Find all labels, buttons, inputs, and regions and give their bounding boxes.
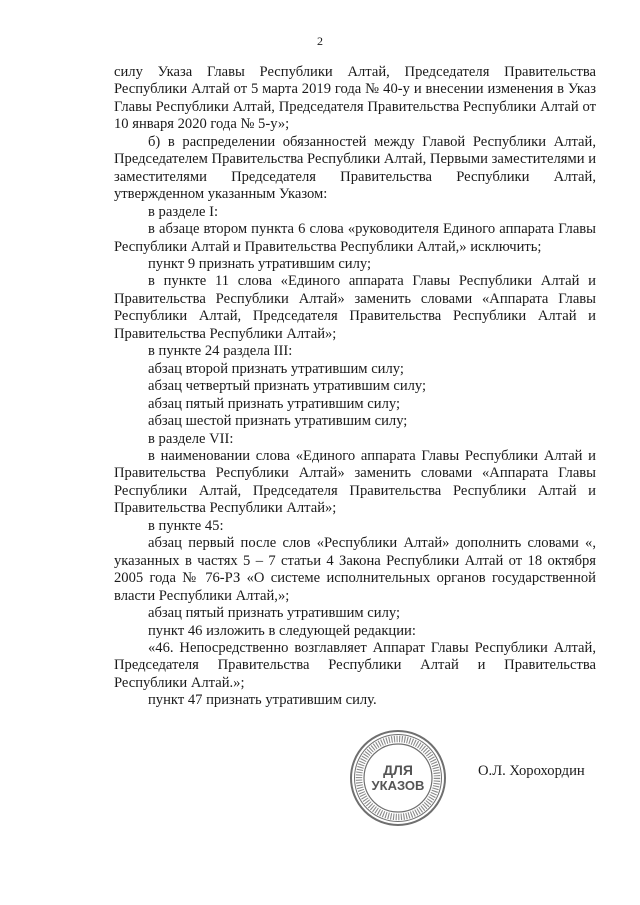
stamp-text-line1: ДЛЯ: [383, 762, 413, 778]
paragraph: абзац пятый признать утратившим силу;: [148, 605, 401, 622]
paragraph: в разделе VII:: [148, 430, 234, 447]
page-number: 2: [317, 34, 323, 48]
paragraph: абзац шестой признать утратившим силу;: [148, 413, 408, 430]
paragraph: в пункте 24 раздела III:: [148, 343, 293, 360]
official-stamp: [348, 728, 448, 828]
paragraph: силу Указа Главы Республики Алтай, Председателя Правительства Республики Алтай от 5 марта 2019 года № 40-у и внесении изменения в Указ Главы Республики Алтай, Председателя Правительства Республики Алтай от 10 января 2020 года № 5-у»;: [114, 64, 596, 133]
paragraph: абзац четвертый признать утратившим силу;: [148, 378, 427, 395]
signature-block: [0, 728, 640, 828]
paragraph: в абзаце втором пункта 6 слова «руководителя Единого аппарата Главы Республики Алтай и Правительства Республики Алтай,» исключить;: [114, 221, 596, 255]
paragraph: пункт 9 признать утратившим силу;: [148, 255, 372, 272]
paragraph: абзац второй признать утратившим силу;: [148, 360, 404, 377]
paragraph: в пункте 11 слова «Единого аппарата Главы Республики Алтай и Правительства Республики Алтай» заменить словами «Аппарата Главы Республики Алтай, Председателя Правительства Республики Алтай и Правительства Республики Алтай»;: [114, 273, 596, 342]
paragraph: «46. Непосредственно возглавляет Аппарат Главы Республики Алтай, Председателя Правительства Республики Алтай и Правительства Республики Алтай.»;: [114, 639, 596, 691]
paragraph: пункт 47 признать утратившим силу.: [148, 692, 377, 709]
paragraph: в наименовании слова «Единого аппарата Главы Республики Алтай и Правительства Республики Алтай» заменить словами «Аппарата Главы Республики Алтай, Председателя Правительства Республики Алтай и Правительства Республики Алтай»;: [114, 447, 596, 517]
stamp-text-line2: УКАЗОВ: [371, 778, 425, 793]
paragraph: пункт 46 изложить в следующей редакции:: [148, 622, 416, 639]
paragraph: в разделе I:: [148, 203, 219, 220]
paragraph: в пункте 45:: [148, 517, 224, 534]
signer-name: О.Л. Хорохордин: [478, 763, 585, 779]
paragraph: абзац пятый признать утратившим силу;: [148, 395, 401, 412]
paragraph: абзац первый после слов «Республики Алтай» дополнить словами «, указанных в частях 5 – 7 статьи 4 Закона Республики Алтай от 18 октября 2005 года № 76-РЗ «О системе исполнительных органов государственной власти Республики Алтай,»;: [114, 535, 596, 604]
paragraph: б) в распределении обязанностей между Главой Республики Алтай, Председателем Правительства Республики Алтай, Первыми заместителями и заместителями Председателя Правительства Республики Алтай, утвержденном указанным Указом:: [114, 133, 596, 203]
document-body: [114, 64, 596, 710]
